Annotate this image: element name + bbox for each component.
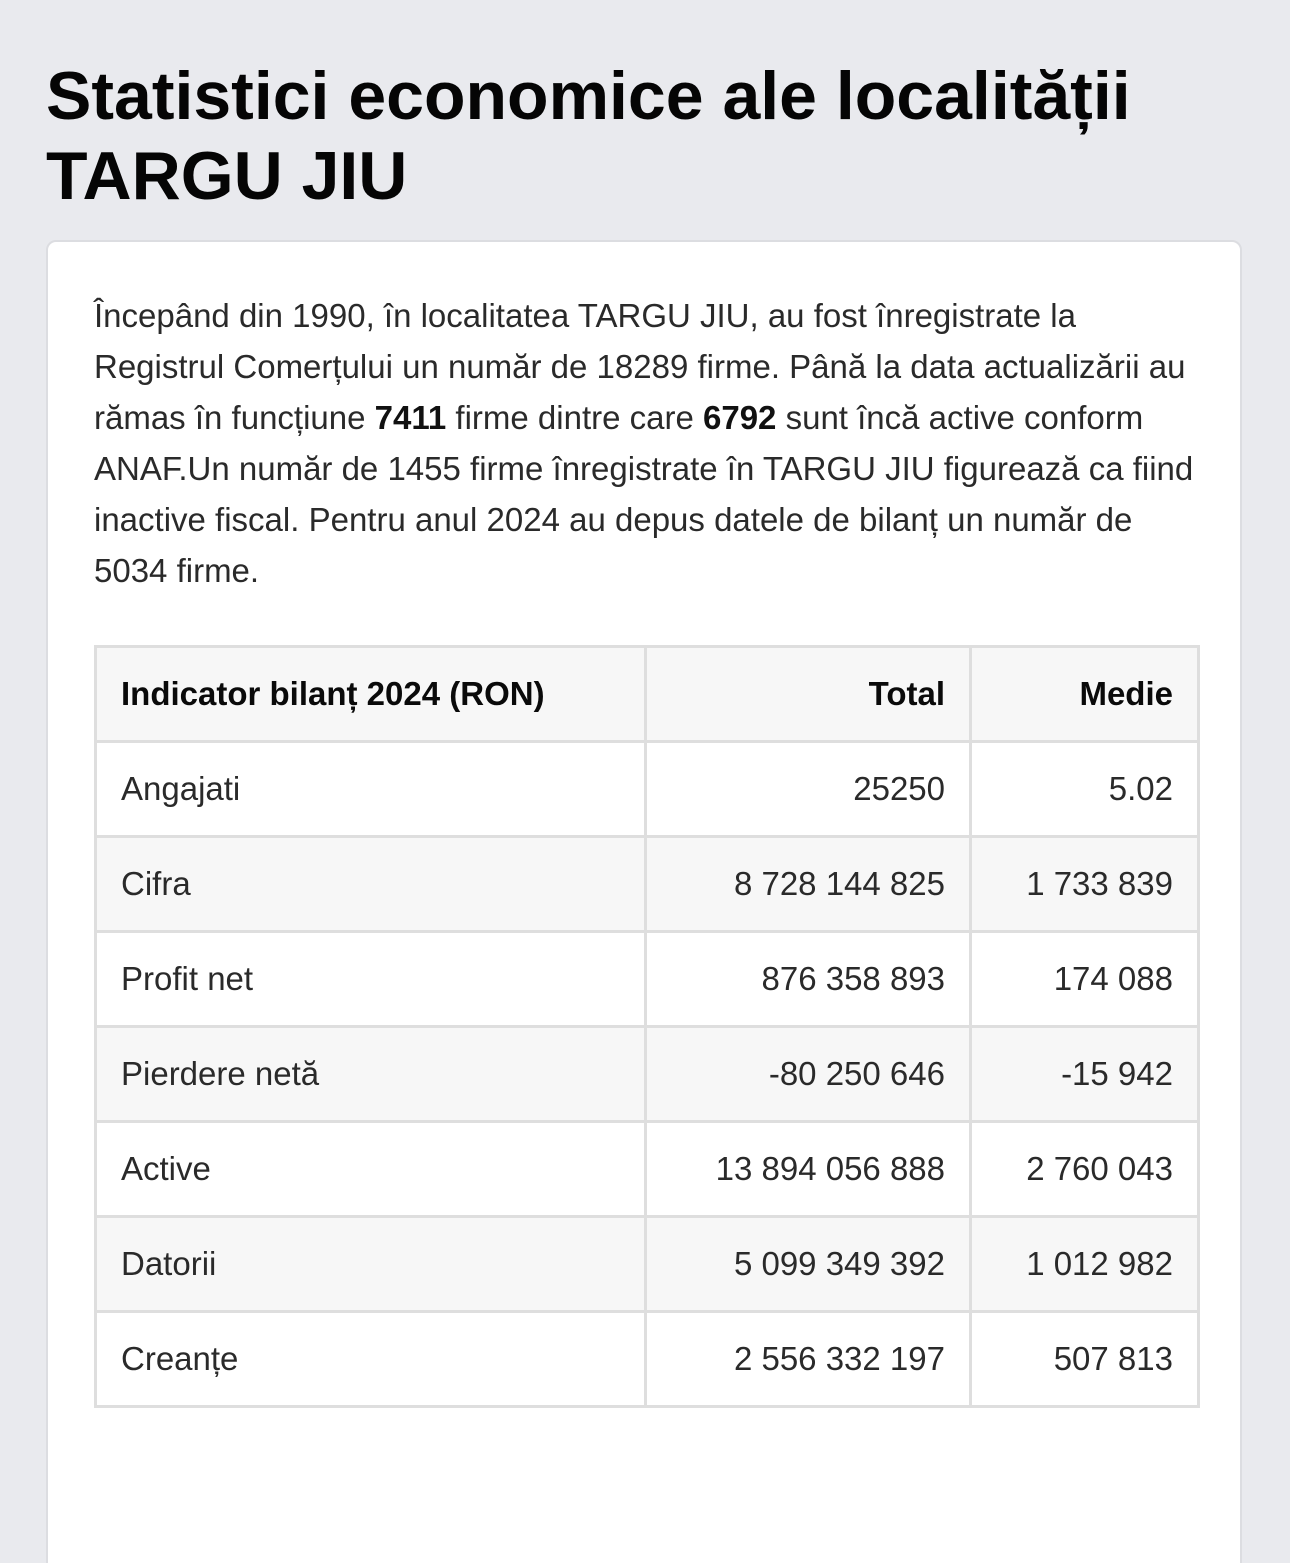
indicator-cell: Angajati — [96, 742, 646, 837]
total-cell: 876 358 893 — [646, 932, 971, 1027]
medie-cell: 174 088 — [971, 932, 1199, 1027]
indicator-cell: Profit net — [96, 932, 646, 1027]
table-row — [96, 932, 1199, 1027]
intro-paragraph — [94, 290, 1194, 596]
total-cell: 2 556 332 197 — [646, 1312, 971, 1407]
indicator-cell: Active — [96, 1122, 646, 1217]
medie-cell: 1 012 982 — [971, 1217, 1199, 1312]
total-cell: 25250 — [646, 742, 971, 837]
total-cell: 5 099 349 392 — [646, 1217, 971, 1312]
indicator-cell: Datorii — [96, 1217, 646, 1312]
intro-text-part-1: Începând din 1990, în localitatea TARGU JIU, au fost înregistrate la Registrul Comerțului un număr de 18289 firme. Până la data actualizării au rămas în funcțiune — [94, 297, 1186, 436]
header-indicator: Indicator bilanț 2024 (RON) — [96, 647, 646, 742]
total-cell: -80 250 646 — [646, 1027, 971, 1122]
anaf-active-count: 6792 — [703, 399, 777, 436]
table-row — [96, 1122, 1199, 1217]
active-firms-count: 7411 — [374, 399, 447, 436]
medie-cell: 507 813 — [971, 1312, 1199, 1407]
indicator-cell: Creanțe — [96, 1312, 646, 1407]
table-header-row — [96, 647, 1199, 742]
table-row — [96, 1312, 1199, 1407]
medie-cell: -15 942 — [971, 1027, 1199, 1122]
balance-indicators-table — [94, 645, 1200, 1408]
intro-text-part-2: firme dintre care — [446, 399, 703, 436]
header-total: Total — [646, 647, 971, 742]
page-title: Statistici economice ale localității TARGU JIU — [46, 58, 1131, 214]
total-cell: 8 728 144 825 — [646, 837, 971, 932]
statistics-card — [46, 240, 1242, 1563]
table-row — [96, 1027, 1199, 1122]
table-row — [96, 837, 1199, 932]
table-row — [96, 742, 1199, 837]
medie-cell: 2 760 043 — [971, 1122, 1199, 1217]
table-row — [96, 1217, 1199, 1312]
intro-text-part-3: sunt încă active conform ANAF.Un număr de 1455 firme înregistrate în TARGU JIU figurează ca fiind inactive fiscal. Pentru anul 2024 au depus datele de bilanț un număr de 5034 firme. — [94, 399, 1194, 589]
total-cell: 13 894 056 888 — [646, 1122, 971, 1217]
medie-cell: 1 733 839 — [971, 837, 1199, 932]
medie-cell: 5.02 — [971, 742, 1199, 837]
indicator-cell: Pierdere netă — [96, 1027, 646, 1122]
header-medie: Medie — [971, 647, 1199, 742]
indicator-cell: Cifra — [96, 837, 646, 932]
